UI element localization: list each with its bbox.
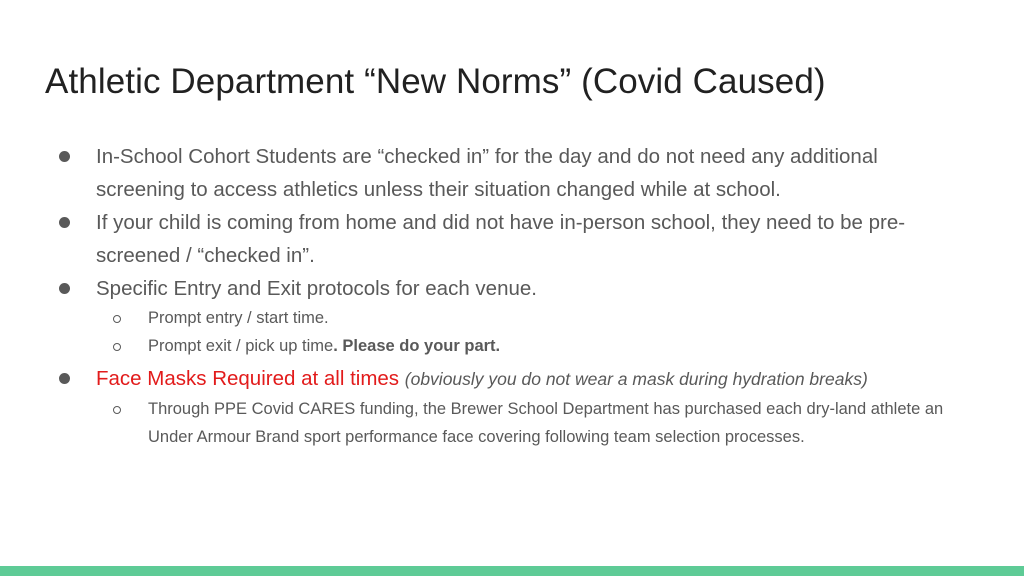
bullet-text: Specific Entry and Exit protocols for each venue. (96, 277, 537, 300)
sub-bullet-text: Through PPE Covid CARES funding, the Brewer School Department has purchased each dry-land athlete an Under Armour Brand sport performance face covering following team selection processes. (148, 400, 944, 446)
bullet-dot-icon (59, 217, 70, 228)
bullet-list (0, 140, 1024, 451)
bullet-ring-icon (113, 343, 121, 351)
bullet-dot-icon (59, 283, 70, 294)
bullet-item (0, 206, 946, 272)
bullet-ring-icon (113, 406, 121, 414)
bullet-ring-icon (113, 315, 121, 323)
sub-bullet-text: Prompt entry / start time. (148, 309, 329, 327)
accent-bar (0, 566, 1024, 576)
bullet-text: In-School Cohort Students are “checked in” for the day and do not need any additional screening to access athletics unless their situation changed while at school. (96, 145, 878, 201)
sub-bullet-text: Prompt exit / pick up time (148, 336, 334, 355)
sub-bullet-item (0, 396, 978, 451)
sub-bullet-item (0, 333, 978, 361)
sub-bullet-item (0, 305, 978, 333)
bullet-text: If your child is coming from home and did not have in-person school, they need to be pre-screened / “checked in”. (96, 211, 906, 267)
bullet-dot-icon (59, 373, 70, 384)
bullet-item (0, 140, 946, 206)
slide-title: Athletic Department “New Norms” (Covid Caused) (45, 62, 826, 101)
bullet-item (0, 272, 946, 305)
bullet-dot-icon (59, 151, 70, 162)
bullet-item (0, 362, 946, 396)
sub-bullet-bold-text: . Please do your part. (333, 336, 501, 355)
bullet-italic-text: (obviously you do not wear a mask during hydration breaks) (404, 369, 868, 389)
bullet-red-text: Face Masks Required at all times (96, 367, 400, 390)
